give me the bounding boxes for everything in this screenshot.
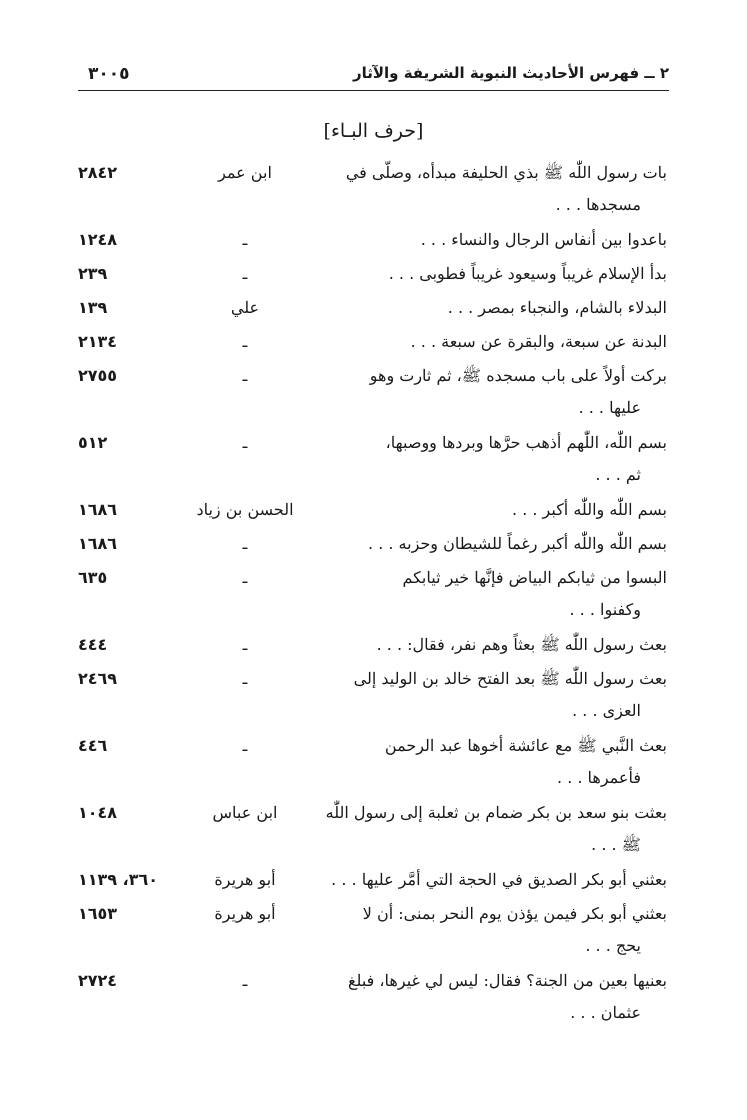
reference-number: ١٦٥٣ [78, 904, 118, 923]
hadith-text: بسم اللّٰه، اللّٰهم أذهب حرَّها وبردها ووصبها، ثم . . . [385, 433, 667, 484]
hadith-text [322, 157, 667, 221]
narrator: ـ [242, 332, 248, 351]
reference-number: ٢١٣٤ [78, 332, 118, 351]
hadith-text: البسوا من ثيابكم البياض فإنَّها خير ثيابكم وكفنوا . . . [402, 568, 667, 619]
hadith-text: بعث رسول اللّٰه ﷺ بعثاً وهم نفر، فقال: . . . [376, 635, 667, 654]
running-header-title: ٢ ــ فهرس الأحاديث النبوية الشريفة والآثار [352, 64, 669, 82]
reference-number: ١٦٨٦ [78, 534, 118, 553]
narrator: ـ [242, 366, 248, 385]
narrator: ابن عمر [218, 163, 272, 182]
running-header [78, 58, 669, 91]
hadith-text: باعدوا بين أنفاس الرجال والنساء . . . [420, 230, 667, 249]
narrator: ابن عباس [212, 803, 278, 822]
reference-number: ١٣٩ [78, 298, 108, 317]
hadith-text: بدأ الإسلام غريباً وسيعود غريباً فطوبى . . . [388, 264, 667, 283]
hadith-text: بعثني أبو بكر فيمن يؤذن يوم النحر بمنى: أن لا يحج . . . [362, 904, 667, 955]
reference-number: ٤٤٤ [78, 635, 108, 654]
reference-number: ١٠٤٨ [78, 803, 118, 822]
reference-number: ٤٤٦ [78, 736, 108, 755]
hadith-text: بعث رسول اللّٰه ﷺ بعد الفتح خالد بن الوليد إلى العزى . . . [353, 669, 667, 720]
narrator: أبو هريرة [214, 904, 276, 923]
reference-number: ٢٨٤٢ [78, 163, 118, 182]
hadith-first-line: بات رسول اللّٰه ﷺ بذي الحليفة مبدأه، وصلّى في [345, 163, 667, 182]
narrator: ـ [242, 264, 248, 283]
section-title: [حرف البـاء] [323, 120, 424, 142]
reference-number: ١٦٨٦ [78, 500, 118, 519]
narrator: أبو هريرة [214, 870, 276, 889]
hadith-text: البدنة عن سبعة، والبقرة عن سبعة . . . [410, 332, 667, 351]
hadith-text: بسم اللّٰه واللّٰه أكبر . . . [512, 500, 667, 519]
narrator: ـ [242, 635, 248, 654]
narrator: ـ [242, 534, 248, 553]
reference-number: ٢٤٦٩ [78, 669, 118, 688]
narrator: ـ [242, 433, 248, 452]
narrator: الحسن بن زياد [196, 500, 294, 519]
reference-number: ٥١٢ [78, 433, 108, 452]
reference-number: ٢٣٩ [78, 264, 108, 283]
narrator: ـ [242, 230, 248, 249]
reference-number: ٢٧٥٥ [78, 366, 118, 385]
narrator: ـ [242, 669, 248, 688]
reference-number: ١٢٤٨ [78, 230, 118, 249]
hadith-continuation: مسجدها . . . [555, 195, 641, 214]
narrator: ـ [242, 568, 248, 587]
reference-number: ٢٧٢٤ [78, 971, 118, 990]
hadith-text: بعنيها بعين من الجنة؟ فقال: ليس لي غيرها، فبلغ عثمان . . . [348, 971, 667, 1022]
narrator: علي [230, 298, 260, 317]
hadith-text: بركت أولاً على باب مسجده ﷺ، ثم ثارت وهو عليها . . . [369, 366, 667, 417]
hadith-text: بعثني أبو بكر الصديق في الحجة التي أمَّر عليها . . . [331, 870, 667, 889]
reference-number: ٦٣٥ [78, 568, 108, 587]
hadith-text: بعث النَّبي ﷺ مع عائشة أخوها عبد الرحمن فأعمرها . . . [384, 736, 667, 787]
reference-number: ٣٦٠، ١١٣٩ [78, 870, 159, 889]
hadith-text: بسم اللّٰه واللّٰه أكبر رغماً للشيطان وحزبه . . . [368, 534, 667, 553]
narrator: ـ [242, 736, 248, 755]
page-number: ٣٠٠٥ [88, 64, 130, 84]
narrator: ـ [242, 971, 248, 990]
hadith-text: بعثت بنو سعد بن بكر ضمام بن ثعلبة إلى رسول اللّٰه ﷺ . . . [325, 803, 667, 854]
hadith-text: البدلاء بالشام، والنجباء بمصر . . . [447, 298, 667, 317]
